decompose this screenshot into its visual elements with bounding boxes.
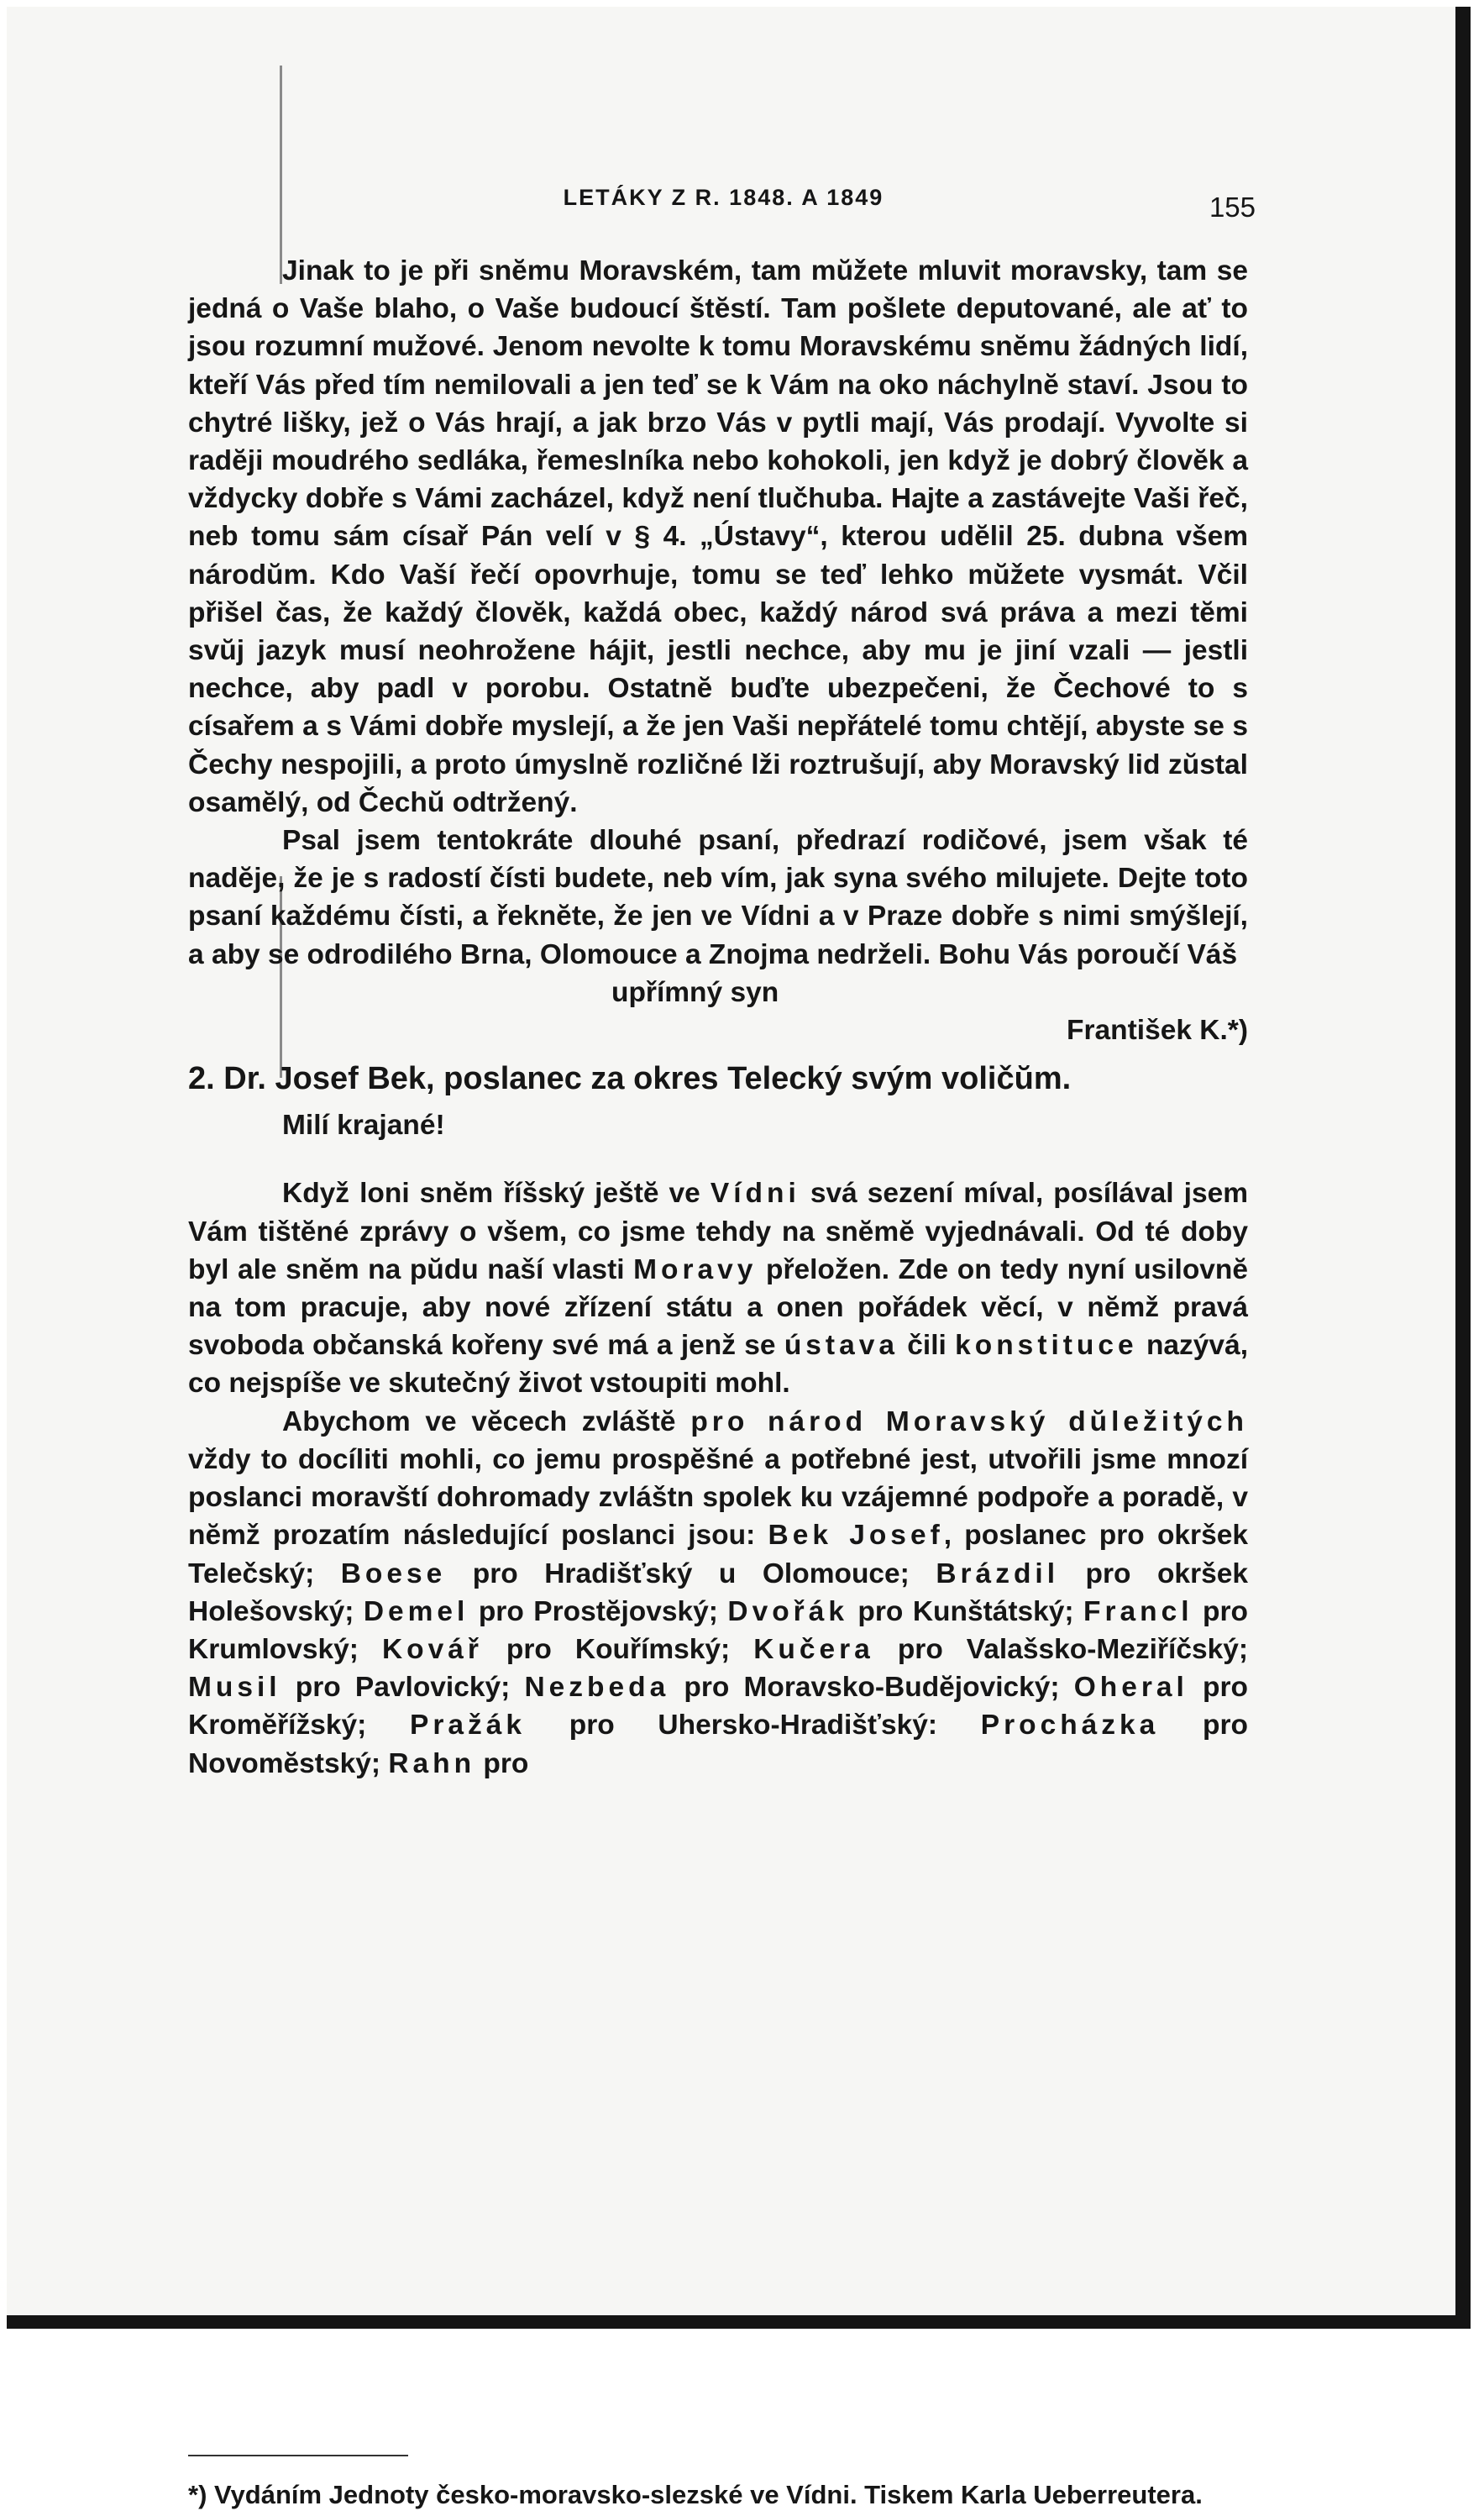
deputy-name: Boese bbox=[340, 1558, 447, 1589]
spaced-word: ústava bbox=[784, 1330, 899, 1362]
running-title: LETÁKY Z R. 1848. A 1849 bbox=[563, 185, 884, 210]
text-span: přeložen. Zde on tedy nyní usilovnĕ na tom pracuje, aby nové zřízení státu a onen pořádek vĕcí, v nĕmž pravá svoboda občanská kořeny své má a jenž se bbox=[188, 1253, 1249, 1362]
text-span: pro Kouřímský; bbox=[482, 1633, 754, 1665]
deputy-name: Francl bbox=[1083, 1595, 1193, 1627]
text-span: nazývá, co nejspíše ve skutečný život vstoupiti mohl. bbox=[188, 1330, 1249, 1400]
deputy-name: Nezbeda bbox=[524, 1672, 670, 1704]
paragraph-bek-2 bbox=[188, 1403, 1248, 1783]
spaced-word: konstituce bbox=[955, 1330, 1138, 1362]
page-number: 155 bbox=[1209, 192, 1256, 223]
deputy-name: Musil bbox=[188, 1672, 281, 1704]
text-span: pro Moravsko-Budĕjovický; bbox=[669, 1672, 1074, 1704]
paragraph-letter-2: Psal jsem tentokráte dlouhé psaní, předrazí rodičové, jsem však té nadĕje, že je s radostí čísti budete, neb vím, jak syna svého milujete. Dejte toto psaní každému čísti, a řeknĕte, že jen ve Vídni a v Praze dobře s nimi smýšlejí, a aby se odrodilého Brna, Olomouce a Znojma nedrželi. Bohu Vás poroučí Váš bbox=[188, 825, 1248, 970]
text-body bbox=[188, 252, 1248, 1783]
margin-line-mark bbox=[280, 66, 282, 284]
deputy-name: Rahn bbox=[388, 1747, 476, 1779]
text-span: pro Kromĕřížský; bbox=[188, 1672, 1249, 1741]
footnote: *) Vydáním Jednoty česko-moravsko-slezské ve Vídni. Tiskem Karla Ueberreutera. bbox=[188, 2480, 1203, 2509]
deputy-name: Kovář bbox=[381, 1633, 483, 1665]
text-span: pro Pavlovický; bbox=[281, 1672, 525, 1704]
text-span: Když loni snĕm říšský ještĕ ve bbox=[282, 1178, 711, 1210]
spaced-word: pro národ Moravský dŭležitých bbox=[690, 1405, 1248, 1437]
text-span: pro Prostĕjovský; bbox=[469, 1595, 728, 1627]
text-span: Abychom ve vĕcech zvláštĕ bbox=[282, 1405, 691, 1437]
text-span: pro Kunštátský; bbox=[847, 1595, 1084, 1627]
deputy-name: Demel bbox=[363, 1595, 469, 1627]
salutation: Milí krajané! bbox=[282, 1110, 445, 1142]
text-span: pro okršek Holešovský; bbox=[188, 1558, 1248, 1627]
deputy-name: Kučera bbox=[753, 1633, 874, 1665]
text-span: čili bbox=[898, 1330, 956, 1362]
text-span: pro bbox=[475, 1747, 529, 1779]
text-span: pro Hradišťský u Olomouce; bbox=[446, 1558, 936, 1589]
text-span: pro Novomĕstský; bbox=[188, 1710, 1248, 1779]
footnote-rule bbox=[188, 2455, 408, 2456]
section-heading: 2. Dr. Josef Bek, poslanec za okres Telecký svým voličŭm. bbox=[188, 1061, 1072, 1097]
signature: František K.*) bbox=[1067, 1015, 1248, 1047]
page-header bbox=[191, 185, 1256, 222]
deputy-name: Oheral bbox=[1073, 1672, 1188, 1704]
text-span: pro Krumlovský; bbox=[188, 1595, 1248, 1665]
paragraph-letter-1: Jinak to je při snĕmu Moravském, tam mŭžete mluvit moravsky, tam se jedná o Vaše blaho, o Vaše budoucí štĕstí. Tam pošlete deputované, ale ať to jsou rozumní mužové. Jenom nevolte k tomu Moravskému snĕmu žádných lidí, kteří Vás před tím nemilovali a jen teď se k Vám na oko náchylnĕ staví. Jsou to chytré lišky, jež o Vás hrají, a jak brzo Vás v pytli mají, Vás prodají. Vyvolte si radĕji moudrého sedláka, řemeslníka nebo kohokoli, jen když je dobrý človĕk a vždycky dobře s Vámi zacházel, když není tlučhuba. Hajte a zastávejte Vaši řeč, neb tomu sám císař Pán velí v § 4. „Ústavy“, kterou udĕlil 25. dubna všem národŭm. Kdo Vaší řečí opovrhuje, tomu se teď lehko mŭžete vysmát. Včil přišel čas, že každý človĕk, každá obec, každý národ svá práva a mezi tĕmi svŭj jazyk musí neohrožene hájit, jestli nechce, aby mu je jiní vzali — jestli nechce, aby padl v porobu. Ostatnĕ buďte ubezpečeni, že Čechové to s císařem a s Vámi dobře myslejí, a že jen Vaši nepřátelé tomu chtĕjí, abyste se s Čechy nespojili, a proto úmyslnĕ rozličné lži roztrušují, aby Moravský lid zŭstal osamĕlý, od Čechŭ odtržený. bbox=[188, 255, 1248, 818]
deputy-name: Pražák bbox=[409, 1710, 527, 1741]
deputy-name: Bek Josef bbox=[768, 1520, 944, 1552]
text-span: pro Valašsko-Meziříčský; bbox=[873, 1633, 1248, 1665]
spaced-word: Vídni bbox=[710, 1178, 800, 1210]
deputy-name: Brázdil bbox=[936, 1558, 1060, 1589]
text-span: vždy to docíliti mohli, co jemu prospĕšné a potřebné jest, utvořili jsme mnozí poslanci moravští dohromady zvláštn spolek ku vzájemné podpoře a poradĕ, v nĕmž prozatím následující poslanci jsou: bbox=[188, 1443, 1248, 1552]
deputy-name: Dvořák bbox=[727, 1595, 848, 1627]
text-span: svá sezení míval, posílával jsem Vám tištĕné zprávy o všem, co jsme tehdy na snĕmĕ vyjednávali. Od té doby byl ale snĕm na pŭdu naší vlasti bbox=[188, 1178, 1249, 1285]
text-span: pro Uhersko-Hradišťský: bbox=[526, 1710, 981, 1741]
closing-line: upřímný syn bbox=[611, 976, 779, 1008]
spaced-word: Moravy bbox=[633, 1253, 758, 1285]
paragraph-bek-1 bbox=[188, 1174, 1248, 1402]
deputy-name: Procházka bbox=[980, 1710, 1160, 1741]
text-span: , poslanec pro okršek Telečský; bbox=[188, 1520, 1248, 1589]
